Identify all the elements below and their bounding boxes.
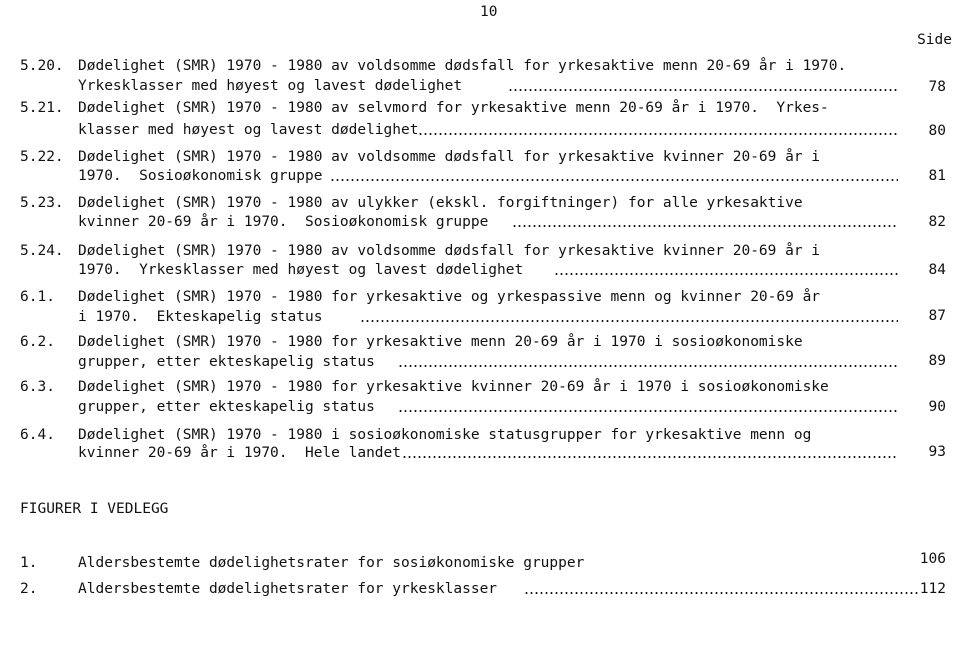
entry-page: 90 [928, 399, 946, 415]
entry-title-line: kvinner 20-69 år i 1970. Sosioøkonomisk gruppe [78, 214, 489, 230]
entry-title-line: Dødelighet (SMR) 1970 - 1980 av selvmord for yrkesaktive menn 20-69 år i 1970. Yrkes- [78, 100, 829, 116]
entry-page: 82 [928, 214, 946, 230]
figure-page: 106 [919, 551, 946, 567]
entry-title-line: Dødelighet (SMR) 1970 - 1980 i sosioøkonomiske statusgrupper for yrkesaktive menn og [78, 427, 812, 443]
entry-number: 5.23. [20, 195, 64, 211]
entry-title-line: kvinner 20-69 år i 1970. Hele landet [78, 445, 402, 461]
figure-title: Aldersbestemte dødelighetsrater for sosiøkonomiske grupper [78, 555, 585, 571]
entry-number: 6.2. [20, 334, 55, 350]
entry-title-line: Dødelighet (SMR) 1970 - 1980 for yrkesaktive kvinner 20-69 år i 1970 i sosioøkonomiske [78, 379, 829, 395]
entry-title-line: grupper, etter ekteskapelig status [78, 399, 375, 415]
leader-dots [418, 133, 898, 135]
leader-dots [398, 365, 898, 367]
entry-title-line: Dødelighet (SMR) 1970 - 1980 for yrkesaktive og yrkespassive menn og kvinner 20-69 år [78, 289, 821, 305]
leader-dots [330, 179, 898, 181]
leader-dots [512, 225, 898, 227]
entry-page: 87 [928, 308, 946, 324]
figure-number: 1. [20, 555, 38, 571]
entry-number: 5.20. [20, 58, 64, 74]
figure-number: 2. [20, 581, 38, 597]
entry-number: 5.24. [20, 243, 64, 259]
entry-title-line: i 1970. Ekteskapelig status [78, 309, 323, 325]
entry-title-line: Dødelighet (SMR) 1970 - 1980 av ulykker (ekskl. forgiftninger) for alle yrkesaktive [78, 195, 803, 211]
entry-title-line: Dødelighet (SMR) 1970 - 1980 av voldsomme dødsfall for yrkesaktive menn 20-69 år i 1970. [78, 58, 847, 74]
entry-number: 6.4. [20, 427, 55, 443]
entry-number: 6.3. [20, 379, 55, 395]
leader-dots [398, 410, 898, 412]
entry-title-line: Yrkesklasser med høyest og lavest dødelighet [78, 78, 463, 94]
entry-page: 93 [928, 444, 946, 460]
entry-page: 89 [928, 353, 946, 369]
entry-title-line: Dødelighet (SMR) 1970 - 1980 for yrkesaktive menn 20-69 år i 1970 i sosioøkonomiske [78, 334, 803, 350]
leader-dots [508, 89, 898, 91]
entry-page: 78 [928, 79, 946, 95]
figure-title: Aldersbestemte dødelighetsrater for yrkesklasser [78, 581, 498, 597]
figures-heading: FIGURER I VEDLEGG [20, 501, 169, 517]
entry-title-line: Dødelighet (SMR) 1970 - 1980 av voldsomme dødsfall for yrkesaktive kvinner 20-69 år i [78, 149, 821, 165]
leader-dots [524, 592, 920, 594]
entry-page: 84 [928, 262, 946, 278]
leader-dots [554, 273, 898, 275]
leader-dots [402, 456, 898, 458]
side-column-label: Side [917, 32, 952, 48]
entry-title-line: klasser med høyest og lavest dødelighet [78, 122, 419, 138]
entry-title-line: Dødelighet (SMR) 1970 - 1980 av voldsomme dødsfall for yrkesaktive kvinner 20-69 år i [78, 243, 821, 259]
entry-number: 6.1. [20, 289, 55, 305]
entry-title-line: grupper, etter ekteskapelig status [78, 354, 375, 370]
entry-number: 5.22. [20, 149, 64, 165]
figure-page: 112 [919, 581, 946, 597]
entry-page: 80 [928, 123, 946, 139]
entry-page: 81 [928, 168, 946, 184]
page-number: 10 [480, 4, 498, 20]
entry-number: 5.21. [20, 100, 64, 116]
entry-title-line: 1970. Yrkesklasser med høyest og lavest dødelighet [78, 262, 524, 278]
leader-dots [360, 320, 898, 322]
entry-title-line: 1970. Sosioøkonomisk gruppe [78, 168, 323, 184]
